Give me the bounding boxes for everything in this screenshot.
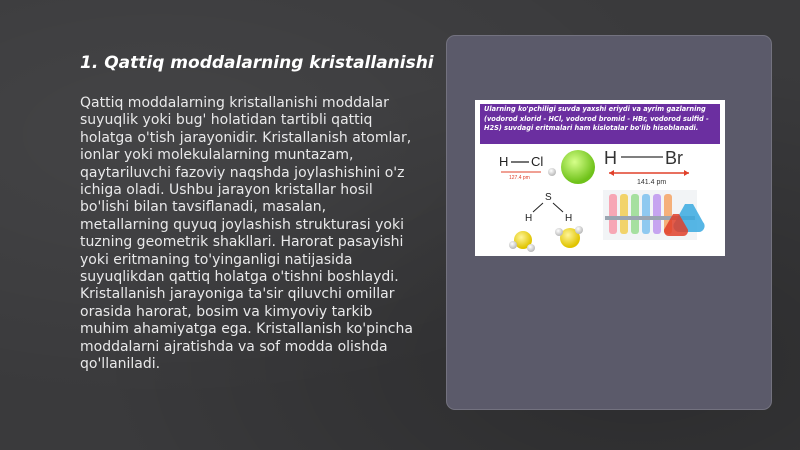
chlorine-atom xyxy=(561,150,595,184)
h2s-h1-label: H xyxy=(525,213,533,224)
section-heading: 1. Qattiq moddalarning kristallanishi xyxy=(80,53,434,73)
h2s-h2-label: H xyxy=(565,213,573,224)
hcl-length: 127.4 pm xyxy=(509,175,530,181)
hbr-h-label: H xyxy=(604,148,617,168)
hbr-br-label: Br xyxy=(665,148,683,168)
h2s-s-label: S xyxy=(545,192,552,203)
hydrogen-atom xyxy=(548,168,556,176)
hcl-cl-label: Cl xyxy=(531,154,544,169)
molecule-illustration xyxy=(475,144,725,256)
section-body: Qattiq moddalarning kristallanishi moddalar suyuqlik yoki bug' holatidan tartibli qattiq holatga o'tish jarayonidir. Kristallanish atomlar, ionlar yoki molekulalarning muntazam, qaytariluvchi fazoviy naqshda joylashishini o'z ichiga oladi. Ushbu jarayon kristallar hosil bo'lishi bilan tavsiflanadi, masalan, metallarning quyuq joylashish strukturasi yoki tuzning geometrik shakllari. Harorat pasayishi yoki eritmaning to'yinganligi natijasida suyuqlikdan qattiq holatga o'tishni boshlaydi. Kristallanish jarayoniga ta'sir qiluvchi omillar orasida harorat, bosim va kimyoviy tarkib muhim ahamiyatga ega. Kristallanish ko'pincha moddalarni ajratishda va sof modda olishda qo'llaniladi. xyxy=(80,95,413,373)
hcl-h-label: H xyxy=(499,154,509,169)
chemistry-illustration xyxy=(475,100,725,256)
hbr-length: 141.4 pm xyxy=(637,179,667,186)
illustration-caption: Ularning ko'pchiligi suvda yaxshi eriydi va ayrim gazlarning (vodorod xlorid - HCl, vodorod bromid - HBr, vodorod sulfid - H2S) suvdagi eritmalari ham kislotalar bo'lib hisoblanadi. xyxy=(480,104,720,144)
